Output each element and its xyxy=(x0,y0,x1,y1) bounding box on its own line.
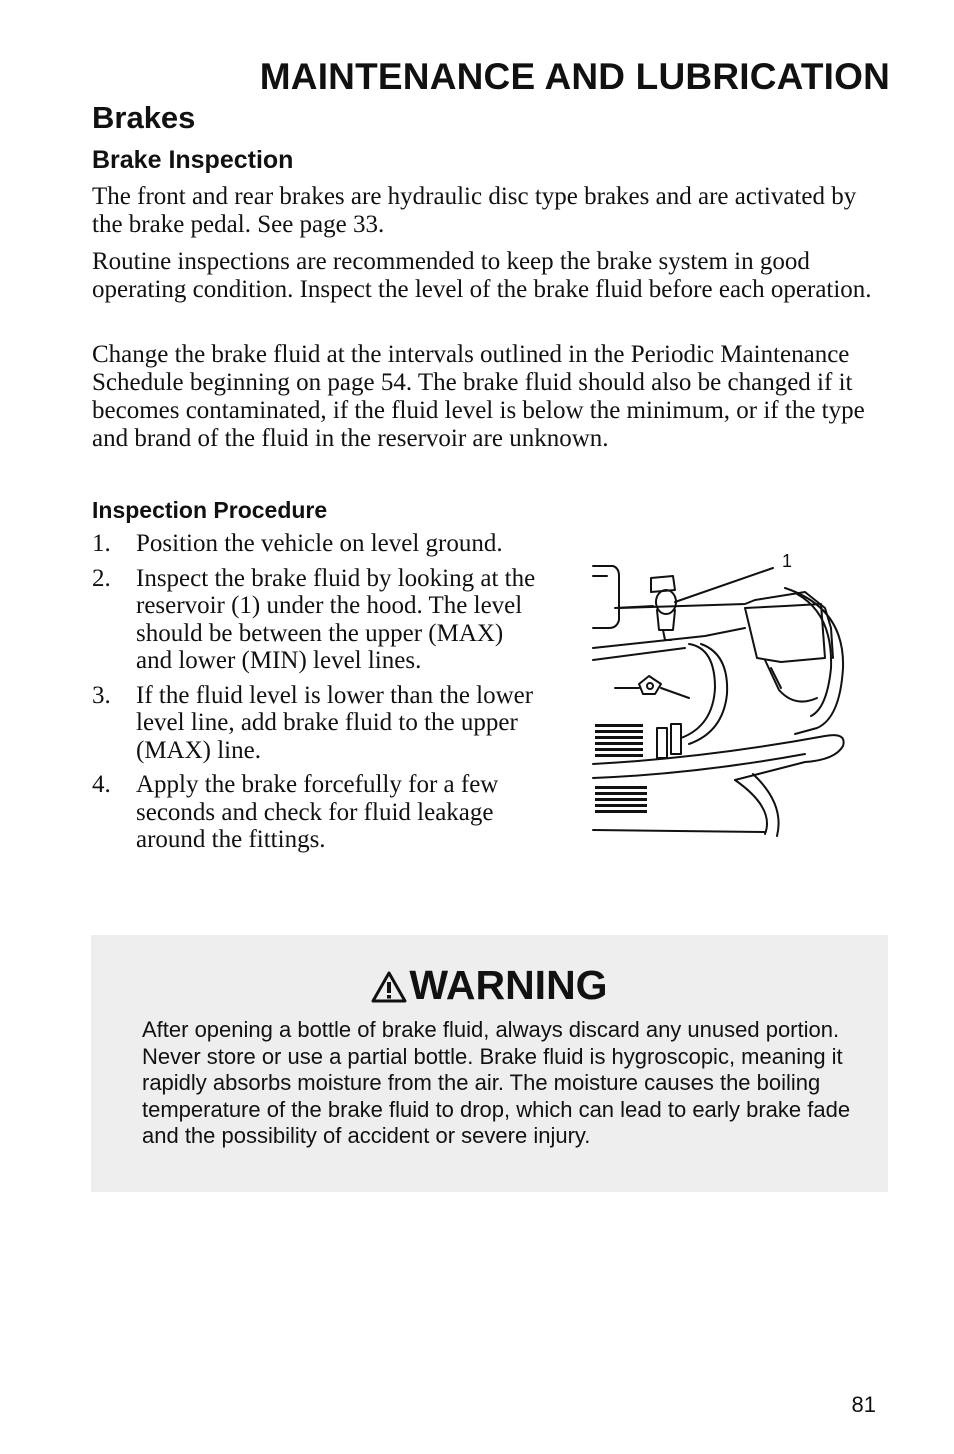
page-number: 81 xyxy=(851,1392,876,1417)
step-text: If the fluid level is lower than the lower level line, add brake fluid to the upper (MAX) line. xyxy=(136,681,534,764)
warning-text: After opening a bottle of brake fluid, always discard any unused portion. Never store or use a partial bottle. Brake fluid is hygroscopic, meaning it rapidly absorbs moisture from the air. The moisture causes the boiling temperature of the brake fluid to drop, which can lead to early brake fade and the possibility of accident or severe injury. xyxy=(142,1017,851,1148)
warning-heading xyxy=(91,961,888,1009)
list-item xyxy=(92,771,542,854)
warning-title: WARNING xyxy=(409,962,608,1008)
step-text: Position the vehicle on level ground. xyxy=(136,530,503,557)
list-item xyxy=(92,682,542,765)
procedure-title: Inspection Procedure xyxy=(92,497,328,523)
step-number: 3. xyxy=(92,681,111,709)
inspection-paragraph-1: The front and rear brakes are hydraulic disc type brakes and are activated by the brake pedal. See page 33. xyxy=(92,183,857,238)
list-item xyxy=(92,530,542,558)
step-text: Inspect the brake fluid by looking at the reservoir (1) under the hood. The level should be between the upper (MAX) and lower (MIN) level lines. xyxy=(136,564,536,674)
brake-reservoir-illustration xyxy=(585,548,865,838)
step-number: 4. xyxy=(92,771,111,798)
warning-box xyxy=(91,935,888,1192)
procedure-steps xyxy=(92,530,542,861)
inspection-paragraph-2: Routine inspections are recommended to keep the brake system in good operating condition. Inspect the level of the brake fluid before each operation. xyxy=(92,248,872,303)
section-title: Brakes xyxy=(92,100,196,135)
chapter-header: MAINTENANCE AND LUBRICATION xyxy=(259,56,890,97)
callout-label: 1 xyxy=(782,551,793,571)
list-item xyxy=(92,565,542,675)
inspection-title: Brake Inspection xyxy=(92,146,294,174)
warning-triangle-icon xyxy=(371,971,407,1003)
engine-compartment-drawing xyxy=(585,548,865,838)
step-number: 2. xyxy=(92,564,111,592)
inspection-paragraph-3: Change the brake fluid at the intervals outlined in the Periodic Maintenance Schedule beginning on page 54. The brake fluid should also be changed if it becomes contaminated, if the fluid level is below the minimum, or if the type and brand of the fluid in the reservoir are unknown. xyxy=(92,341,865,452)
step-number: 1. xyxy=(92,530,111,557)
step-text: Apply the brake forcefully for a few seconds and check for fluid leakage around the fittings. xyxy=(136,771,499,853)
